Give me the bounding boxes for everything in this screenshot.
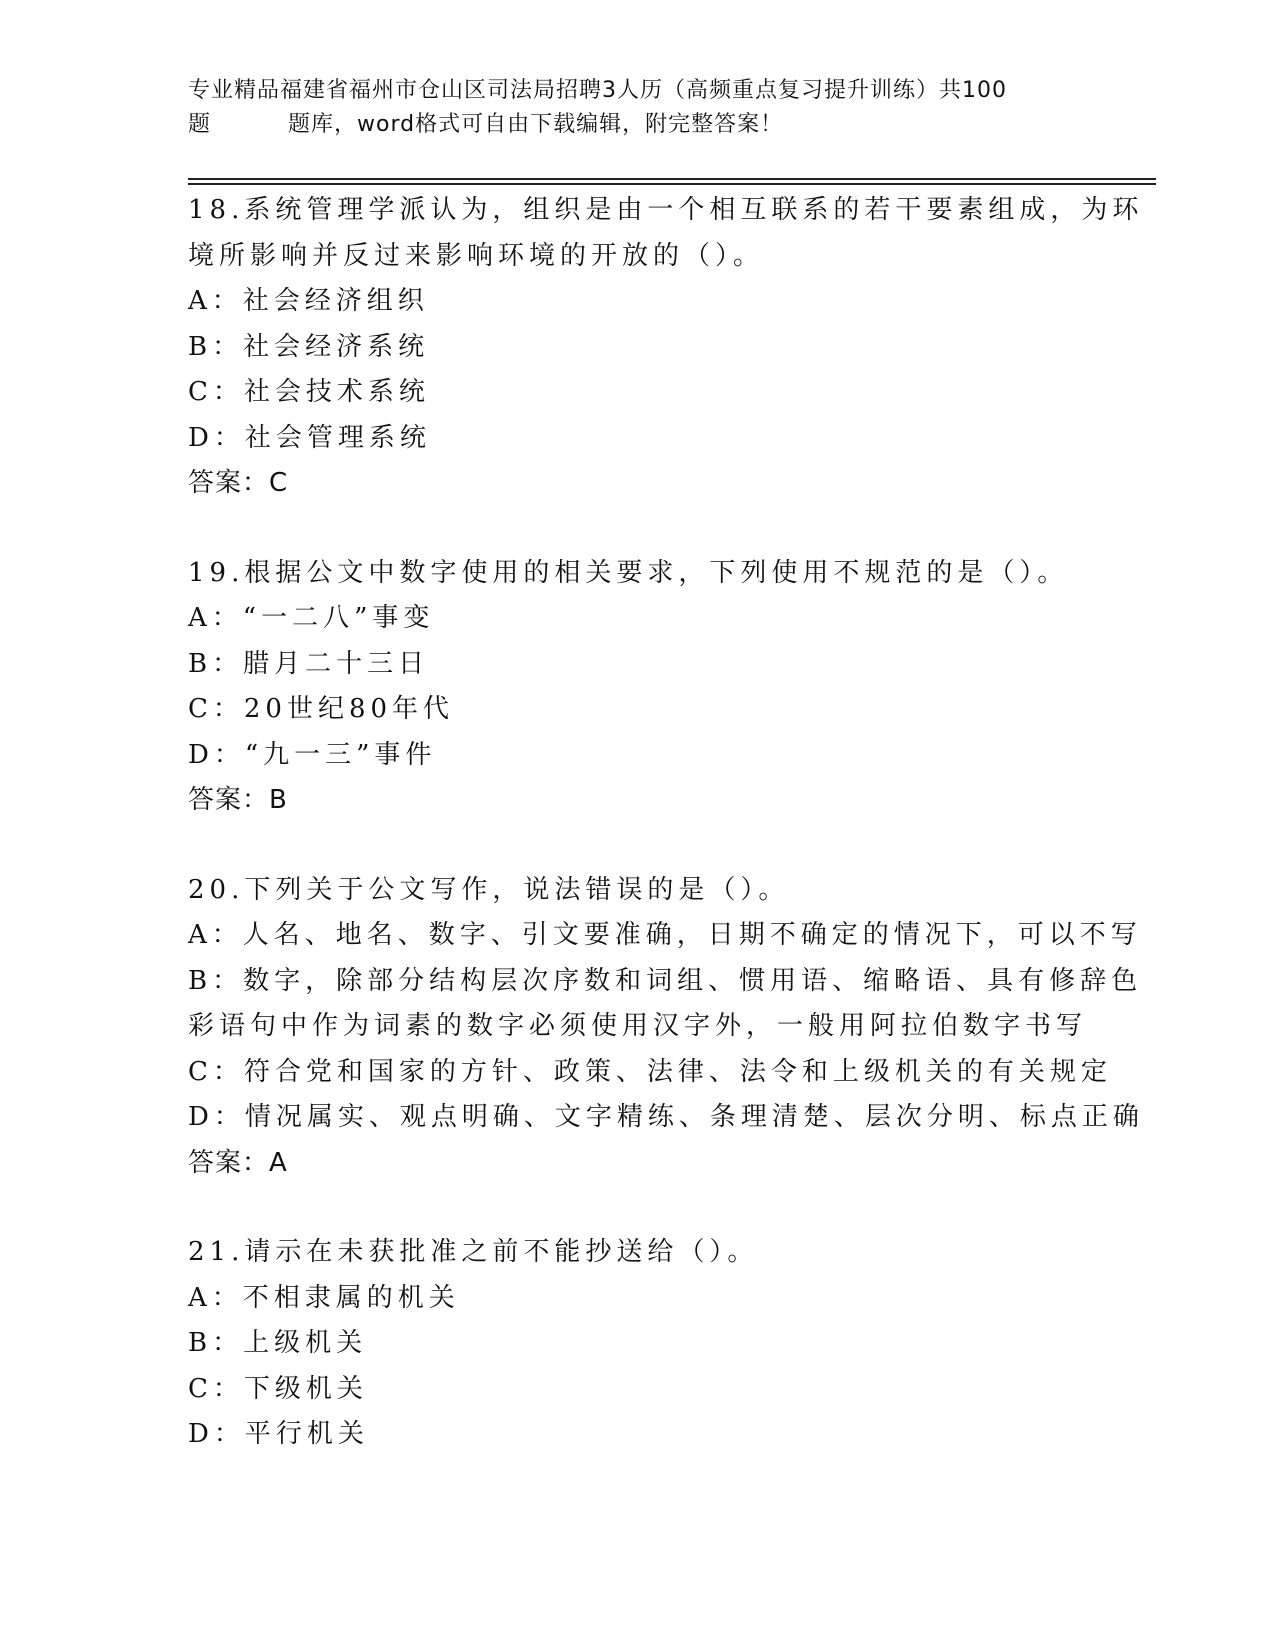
question-stem: 境所影响并反过来影响环境的开放的（）。	[188, 240, 765, 271]
option-c: C：符合党和国家的方针、政策、法律、法令和上级机关的有关规定	[188, 1056, 1112, 1087]
option-c: C：20世纪80年代	[188, 694, 455, 724]
header-divider-bottom	[188, 183, 1156, 185]
answer-line: 答案：C	[188, 468, 289, 498]
header-title-word: 题	[188, 112, 212, 137]
header-divider-top	[188, 178, 1156, 180]
option-a: A：人名、地名、数字、引文要准确，日期不确定的情况下，可以不写	[188, 920, 1142, 950]
option-b: B：上级机关	[188, 1328, 368, 1358]
option-b: B：腊月二十三日	[188, 648, 430, 679]
question-list	[188, 188, 1144, 1502]
answer-line: 答案：B	[188, 785, 288, 815]
page-header	[188, 74, 1088, 142]
option-d: D：平行机关	[188, 1419, 369, 1449]
question-block	[188, 868, 1144, 1187]
question-stem: 18.系统管理学派认为，组织是由一个相互联系的若干要素组成，为环	[188, 195, 1144, 225]
option-c: C：下级机关	[188, 1373, 368, 1404]
header-title-rest: 题库，word格式可自由下载编辑，附完整答案！	[288, 112, 784, 137]
question-block	[188, 188, 1144, 507]
option-c: C：社会技术系统	[188, 377, 430, 407]
option-a: A：“一二八”事变	[188, 603, 435, 633]
option-a: A：不相隶属的机关	[188, 1282, 460, 1313]
answer-line: 答案：A	[188, 1147, 288, 1178]
question-block	[188, 1230, 1088, 1458]
question-stem: 21.请示在未获批准之前不能抄送给（）。	[188, 1237, 759, 1267]
option-b: B：数字，除部分结构层次序数和词组、惯用语、缩略语、具有修辞色	[188, 965, 1143, 996]
option-b: B：社会经济系统	[188, 331, 430, 362]
option-d: D：社会管理系统	[188, 422, 431, 453]
option-d: D：情况属实、观点明确、文字精练、条理清楚、层次分明、标点正确	[188, 1102, 1144, 1132]
question-block	[188, 551, 1088, 824]
option-a: A：社会经济组织	[188, 286, 429, 316]
question-stem: 20.下列关于公文写作，说法错误的是（）。	[188, 874, 790, 905]
question-stem: 19.根据公文中数字使用的相关要求，下列使用不规范的是（）。	[188, 557, 1069, 588]
option-b: 彩语句中作为词素的数字必须使用汉字外，一般用阿拉伯数字书写	[188, 1011, 1088, 1041]
option-d: D：“九一三”事件	[188, 739, 437, 770]
header-title-line-2	[188, 108, 1088, 142]
header-title-line-1: 专业精品福建省福州市仓山区司法局招聘3人历（高频重点复习提升训练）共100	[188, 78, 1007, 103]
